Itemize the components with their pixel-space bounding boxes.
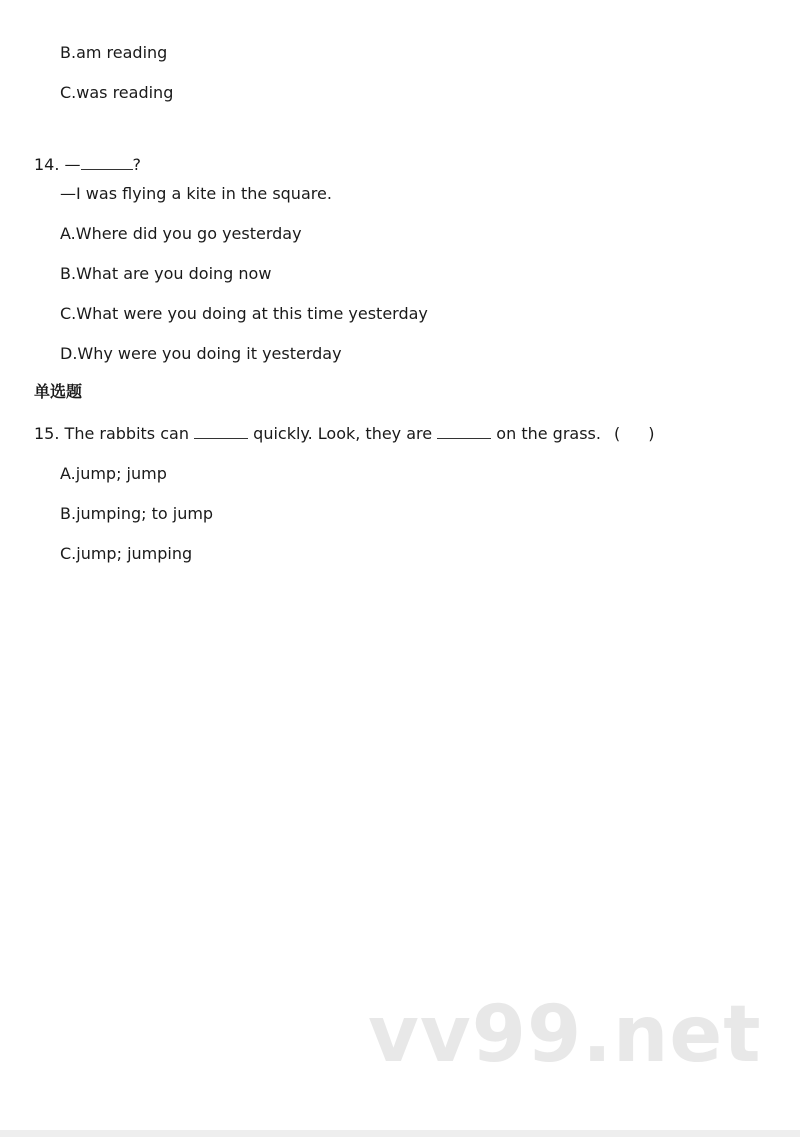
q15-text-part1: The rabbits can bbox=[64, 424, 189, 443]
q15-option-a: A.jump; jump bbox=[60, 464, 167, 483]
q15-number: 15. bbox=[34, 424, 60, 443]
q14-option-a: A.Where did you go yesterday bbox=[60, 224, 302, 243]
q14-prompt bbox=[34, 154, 141, 176]
q15-blank-2 bbox=[437, 424, 491, 439]
q14-option-c: C.What were you doing at this time yesterday bbox=[60, 304, 428, 323]
q15-blank-1 bbox=[194, 424, 248, 439]
watermark: vv99.net bbox=[368, 990, 762, 1080]
q15-prompt bbox=[34, 423, 655, 445]
section-title: 单选题 bbox=[34, 382, 83, 401]
page-bottom-edge bbox=[0, 1130, 800, 1137]
q15-text-part2: quickly. Look, they are bbox=[253, 424, 433, 443]
q15-option-b: B.jumping; to jump bbox=[60, 504, 214, 523]
q15-paren-open: ( bbox=[614, 424, 621, 443]
q14-reply: —I was flying a kite in the square. bbox=[60, 184, 332, 203]
q13-option-b: B.am reading bbox=[60, 43, 168, 62]
q15-text-part3: on the grass. bbox=[496, 424, 601, 443]
q15-option-c: C.jump; jumping bbox=[60, 544, 193, 563]
q14-blank bbox=[81, 155, 133, 170]
q14-question-mark: ? bbox=[132, 155, 142, 174]
q14-option-b: B.What are you doing now bbox=[60, 264, 272, 283]
q13-option-c: C.was reading bbox=[60, 83, 174, 102]
q15-paren-close: ) bbox=[648, 424, 655, 443]
q14-option-d: D.Why were you doing it yesterday bbox=[60, 344, 342, 363]
q14-dash: — bbox=[64, 155, 81, 174]
q14-number: 14. bbox=[34, 155, 60, 174]
